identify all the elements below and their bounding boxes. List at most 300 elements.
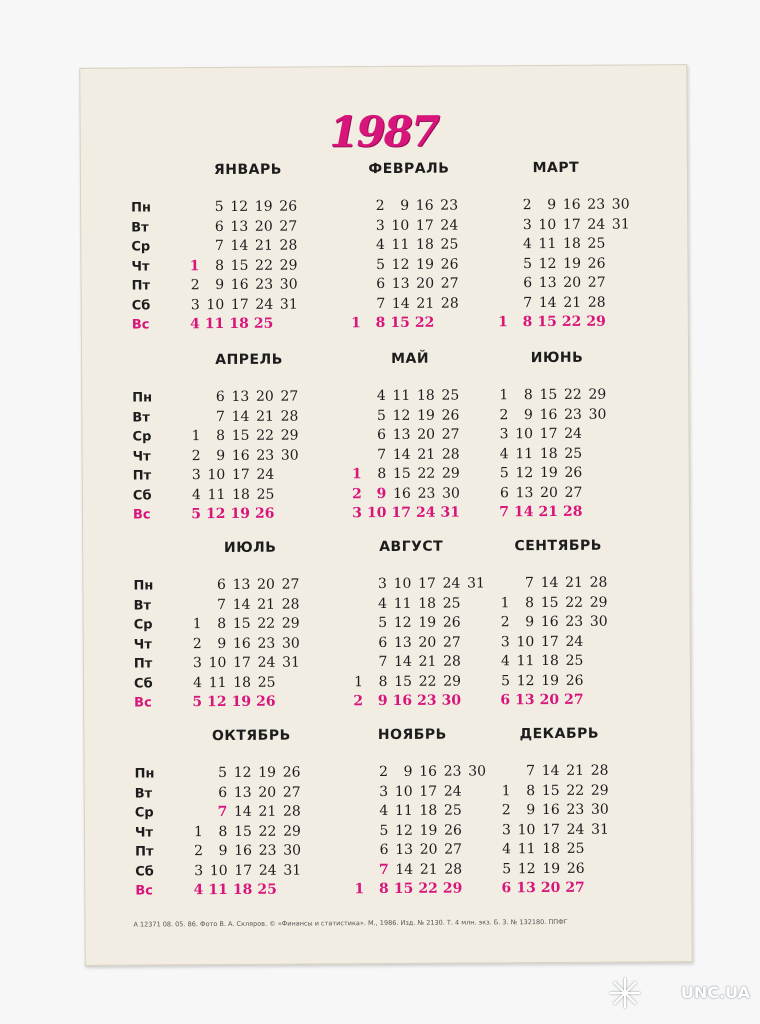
day-number: 6: [377, 426, 387, 444]
day-number: 25: [566, 840, 585, 857]
day-number: 16: [415, 197, 434, 214]
month-block: [481, 157, 631, 331]
day-number: 24: [564, 425, 583, 442]
day-number: 13: [395, 841, 414, 858]
day-number: 5: [191, 506, 202, 523]
day-number: 19: [542, 860, 561, 877]
day-number: 9: [377, 692, 388, 710]
day-number: 22: [255, 257, 274, 274]
day-number: 6: [376, 276, 386, 293]
day-number: 28: [281, 596, 300, 613]
day-number: 14: [233, 803, 252, 820]
day-number: 21: [419, 861, 438, 878]
day-number: 27: [280, 388, 299, 405]
month-block: [335, 348, 485, 522]
day-number: 30: [280, 447, 299, 464]
day-number: 23: [565, 613, 584, 630]
day-number: 27: [440, 275, 459, 292]
day-number: 6: [501, 880, 512, 897]
day-number: 18: [415, 236, 434, 253]
day-number: 30: [283, 842, 302, 859]
day-number: 2: [194, 843, 204, 860]
day-number: 25: [442, 595, 461, 612]
day-number: 24: [258, 862, 277, 879]
day-number: 17: [415, 217, 434, 234]
quarter-row: [82, 347, 689, 521]
day-number: 9: [400, 197, 410, 214]
month-name: АВГУСТ: [379, 538, 444, 556]
day-number: 16: [419, 763, 438, 780]
weekday-labels: [133, 576, 174, 713]
day-number: 23: [417, 485, 436, 502]
day-number: 3: [194, 862, 204, 879]
day-number: 1: [351, 466, 362, 483]
day-number: 2: [353, 693, 364, 710]
day-number: 15: [537, 313, 557, 331]
day-number: 6: [216, 576, 226, 594]
day-number: 2: [499, 406, 509, 423]
day-number: 10: [206, 296, 225, 313]
month-block: [337, 724, 487, 898]
day-number: 22: [566, 782, 585, 799]
day-number: 29: [280, 427, 299, 444]
day-number: 16: [232, 635, 251, 652]
day-number: 8: [218, 823, 228, 840]
month-block: [482, 347, 632, 521]
day-number: 18: [562, 235, 581, 252]
quarter-row: [83, 535, 690, 709]
day-number: 26: [256, 693, 276, 710]
day-number: 7: [526, 763, 536, 780]
day-number: 24: [443, 783, 462, 800]
day-number: 6: [500, 692, 511, 709]
day-number: 25: [441, 387, 460, 404]
imprint-footer: А 12371 08. 05. 86. Фото В. А. Скляров. © «Финансы и статистика». М., 1986. Изд. № 2130. Т. 4 млн. экз. Б. 3. № 132180. ППФГ: [133, 917, 568, 929]
day-number: 7: [376, 295, 386, 312]
day-number: 22: [258, 823, 277, 840]
day-number: 31: [467, 575, 485, 592]
day-number: 9: [523, 406, 533, 423]
day-number: 29: [283, 823, 301, 840]
weekday-label: Вт: [131, 219, 149, 236]
day-number: 17: [542, 821, 560, 838]
day-number: 13: [515, 692, 535, 709]
day-number: 5: [522, 255, 533, 272]
day-number: 30: [468, 763, 487, 780]
day-number: 10: [517, 821, 536, 838]
day-number: 5: [218, 764, 228, 782]
weekday-label: Чт: [132, 448, 151, 465]
day-number: 4: [193, 674, 203, 691]
day-number: 10: [208, 654, 227, 672]
day-number: 14: [395, 861, 414, 878]
day-number: 28: [440, 295, 459, 312]
day-number: 14: [513, 504, 534, 521]
day-number: 8: [215, 257, 225, 274]
day-number: 1: [192, 616, 202, 633]
month-block: [174, 349, 324, 523]
day-number: 27: [279, 218, 298, 235]
day-number: 2: [192, 635, 202, 652]
day-number: 11: [208, 674, 227, 691]
day-number: 2: [191, 447, 201, 464]
day-number: 23: [440, 197, 459, 214]
day-number: 22: [561, 313, 582, 330]
day-number: 16: [230, 276, 249, 293]
day-number: 17: [562, 216, 581, 233]
day-number: 4: [499, 445, 509, 462]
day-number: 3: [522, 216, 532, 233]
day-number: 13: [232, 576, 251, 593]
day-number: 13: [391, 275, 410, 292]
day-number: 13: [538, 274, 557, 292]
weekday-label: Пт: [135, 844, 154, 860]
day-number: 11: [517, 841, 536, 858]
day-number: 13: [233, 784, 252, 801]
quarter-row: [81, 157, 688, 331]
month-name: МАЙ: [390, 350, 430, 367]
day-number: 14: [231, 408, 250, 425]
day-number: 19: [417, 407, 435, 424]
day-number: 20: [563, 274, 582, 291]
day-number: 27: [564, 484, 583, 501]
month-name: НОЯБРЬ: [377, 726, 447, 744]
day-number: 5: [375, 256, 386, 273]
day-number: 11: [394, 802, 413, 819]
weekday-label: Вс: [134, 695, 152, 711]
day-number: 3: [190, 296, 200, 313]
day-number: 13: [230, 218, 249, 235]
day-number: 15: [230, 257, 249, 274]
day-number: 1: [354, 881, 365, 898]
day-number: 23: [257, 635, 276, 652]
day-number: 21: [566, 762, 585, 779]
day-number: 16: [541, 801, 560, 819]
day-number: 26: [587, 255, 606, 272]
day-number: 9: [216, 447, 226, 464]
day-number: 11: [204, 315, 225, 333]
day-number: 15: [231, 427, 250, 444]
day-number: 18: [416, 387, 435, 404]
day-number: 18: [231, 486, 250, 503]
day-number: 25: [257, 674, 276, 691]
day-number: 23: [255, 276, 274, 293]
weekday-label: Вс: [132, 507, 151, 523]
day-number: 15: [541, 782, 560, 799]
day-number: 3: [191, 467, 201, 484]
day-number: 31: [591, 821, 609, 838]
day-number: 7: [524, 575, 534, 592]
day-number: 27: [281, 576, 300, 593]
day-number: 12: [207, 693, 227, 711]
day-number: 4: [191, 486, 201, 503]
day-number: 4: [502, 841, 512, 858]
day-number: 15: [540, 594, 559, 611]
day-number: 7: [217, 803, 228, 821]
day-number: 10: [516, 633, 535, 650]
day-number: 21: [258, 803, 277, 820]
day-number: 20: [418, 634, 437, 651]
day-number: 24: [442, 575, 461, 592]
day-number: 25: [443, 802, 462, 819]
month-block: [483, 535, 633, 709]
day-number: 1: [354, 673, 364, 690]
day-number: 9: [215, 276, 225, 294]
day-number: 1: [500, 594, 510, 611]
day-number: 16: [231, 447, 250, 464]
day-number: 9: [217, 635, 227, 652]
day-number: 28: [562, 503, 583, 520]
weekday-label: Сб: [131, 297, 151, 314]
day-number: 4: [375, 237, 385, 254]
day-number: 5: [502, 860, 512, 877]
day-number: 28: [443, 653, 461, 670]
weekday-label: Сб: [132, 487, 152, 504]
day-number: 30: [611, 196, 630, 213]
day-number: 3: [352, 505, 363, 522]
weekday-label: Пт: [132, 468, 152, 484]
day-number: 21: [257, 596, 276, 613]
day-number: 25: [257, 881, 277, 898]
day-number: 1: [193, 823, 203, 840]
day-number: 24: [566, 821, 585, 838]
day-number: 27: [282, 784, 301, 801]
month-block: [176, 725, 326, 899]
day-number: 27: [587, 274, 606, 291]
year-title: 1987: [329, 106, 439, 157]
day-number: 15: [390, 314, 410, 331]
day-number: 13: [393, 634, 412, 651]
day-number: 3: [379, 783, 389, 800]
day-number: 15: [393, 880, 414, 897]
day-number: 11: [391, 236, 410, 253]
day-number: 19: [563, 255, 582, 272]
day-number: 8: [217, 615, 227, 633]
day-number: 8: [378, 880, 389, 898]
day-number: 15: [539, 386, 558, 404]
day-number: 17: [231, 466, 250, 483]
day-number: 5: [214, 198, 224, 216]
day-number: 1: [351, 315, 361, 332]
month-name: СЕНТЯБРЬ: [514, 537, 602, 555]
day-number: 21: [416, 295, 435, 312]
day-number: 18: [229, 315, 249, 332]
day-number: 6: [523, 275, 533, 292]
month-name: ФЕВРАЛЬ: [368, 160, 450, 178]
day-number: 23: [258, 842, 277, 859]
month-block: [173, 159, 323, 333]
day-number: 19: [541, 672, 560, 689]
month-name: МАРТ: [532, 159, 580, 177]
day-number: 19: [539, 464, 558, 482]
month-name: ЯНВАРЬ: [213, 161, 282, 179]
day-number: 20: [254, 218, 273, 235]
day-number: 21: [417, 446, 436, 463]
quarter-row: [84, 723, 691, 897]
day-number: 6: [214, 218, 224, 235]
day-number: 6: [378, 634, 388, 651]
day-number: 17: [540, 633, 559, 650]
weekday-label: Ср: [132, 429, 152, 445]
day-number: 27: [442, 634, 461, 651]
day-number: 22: [563, 386, 582, 403]
day-number: 22: [256, 427, 275, 444]
day-number: 9: [525, 614, 535, 631]
day-number: 15: [232, 615, 251, 632]
day-number: 1: [189, 257, 200, 274]
day-number: 23: [587, 196, 606, 213]
day-number: 18: [419, 802, 438, 819]
day-number: 12: [393, 614, 412, 631]
day-number: 12: [391, 256, 410, 273]
day-number: 8: [377, 465, 387, 483]
day-number: 12: [515, 465, 534, 482]
day-number: 28: [279, 237, 298, 254]
day-number: 12: [233, 764, 252, 781]
day-number: 12: [205, 505, 226, 523]
day-number: 8: [525, 594, 535, 611]
watermark-star-icon: [608, 976, 642, 1010]
month-name: ОКТЯБРЬ: [211, 727, 291, 745]
day-number: 9: [376, 485, 387, 502]
day-number: 28: [280, 408, 299, 425]
weekday-label: Чт: [131, 258, 150, 275]
day-number: 2: [500, 614, 510, 631]
month-name: ДЕКАБРЬ: [519, 725, 600, 743]
day-number: 17: [234, 862, 253, 879]
day-number: 11: [538, 235, 557, 253]
day-number: 4: [190, 316, 200, 333]
day-number: 22: [418, 880, 438, 897]
day-number: 18: [542, 840, 561, 858]
day-number: 2: [522, 197, 532, 214]
day-number: 4: [193, 882, 204, 899]
day-number: 23: [443, 763, 462, 780]
day-number: 3: [500, 633, 510, 650]
day-number: 5: [378, 614, 388, 632]
day-number: 5: [501, 672, 511, 689]
day-number: 23: [564, 406, 582, 423]
day-number: 19: [258, 764, 277, 781]
day-number: 25: [564, 445, 583, 462]
day-number: 20: [416, 275, 435, 292]
day-number: 17: [419, 783, 438, 800]
day-number: 10: [209, 862, 228, 879]
day-number: 9: [403, 763, 413, 780]
day-number: 28: [589, 574, 608, 591]
day-number: 9: [547, 196, 557, 214]
day-number: 10: [393, 575, 412, 592]
day-number: 17: [418, 575, 436, 592]
day-number: 29: [442, 880, 463, 897]
month-block: [175, 537, 325, 711]
day-number: 1: [191, 428, 201, 445]
day-number: 12: [230, 198, 249, 215]
day-number: 15: [392, 465, 411, 482]
day-number: 29: [588, 386, 607, 403]
day-number: 27: [444, 841, 463, 858]
weekday-label: Сб: [133, 675, 153, 692]
day-number: 14: [541, 762, 560, 780]
day-number: 4: [522, 236, 532, 253]
day-number: 30: [441, 692, 462, 709]
day-number: 29: [590, 782, 609, 799]
weekday-label: Чт: [133, 636, 152, 653]
day-number: 3: [377, 575, 387, 593]
day-number: 3: [375, 217, 385, 234]
day-number: 17: [391, 504, 412, 521]
day-number: 9: [526, 802, 536, 819]
day-number: 22: [414, 314, 435, 331]
weekday-labels: [135, 764, 176, 901]
weekday-label: Вт: [132, 409, 150, 426]
day-number: 25: [253, 315, 274, 332]
day-number: 26: [564, 464, 583, 481]
day-number: 16: [562, 196, 581, 213]
weekday-label: Ср: [131, 239, 151, 255]
day-number: 22: [418, 673, 437, 690]
day-number: 24: [415, 504, 436, 521]
day-number: 2: [379, 763, 389, 781]
day-number: 8: [378, 673, 388, 690]
day-number: 5: [379, 822, 389, 839]
day-number: 17: [230, 296, 249, 313]
day-number: 20: [539, 691, 560, 709]
day-number: 30: [590, 801, 609, 818]
day-number: 21: [563, 294, 582, 311]
day-number: 18: [541, 652, 559, 670]
day-number: 24: [257, 654, 276, 671]
day-number: 26: [279, 198, 298, 215]
day-number: 11: [515, 445, 534, 462]
day-number: 26: [441, 407, 460, 424]
weekday-label: Сб: [135, 863, 154, 880]
day-number: 11: [208, 881, 228, 899]
day-number: 17: [539, 425, 558, 443]
weekday-label: Пн: [131, 200, 152, 216]
day-number: 4: [379, 802, 389, 820]
month-block: [336, 536, 486, 710]
day-number: 15: [234, 823, 252, 840]
day-number: 7: [499, 504, 510, 521]
day-number: 21: [565, 574, 583, 591]
day-number: 27: [565, 879, 585, 896]
day-number: 25: [256, 486, 275, 503]
day-number: 10: [366, 504, 387, 522]
day-number: 1: [499, 387, 509, 404]
day-number: 28: [590, 762, 609, 779]
weekday-label: Пт: [133, 656, 153, 672]
day-number: 14: [538, 294, 557, 311]
day-number: 8: [523, 387, 533, 404]
month-name: ИЮЛЬ: [223, 539, 277, 556]
day-number: 3: [499, 426, 509, 443]
weekday-labels: [131, 198, 172, 335]
day-number: 2: [375, 198, 385, 215]
day-number: 5: [499, 465, 509, 482]
day-number: 31: [611, 216, 630, 233]
day-number: 26: [254, 505, 275, 522]
day-number: 8: [375, 315, 386, 332]
day-number: 31: [279, 296, 298, 313]
day-number: 4: [376, 387, 386, 405]
day-number: 18: [232, 881, 253, 898]
day-number: 12: [538, 255, 557, 272]
day-number: 12: [516, 672, 535, 689]
day-number: 14: [230, 237, 249, 254]
day-number: 8: [526, 782, 536, 799]
day-number: 30: [279, 276, 298, 293]
